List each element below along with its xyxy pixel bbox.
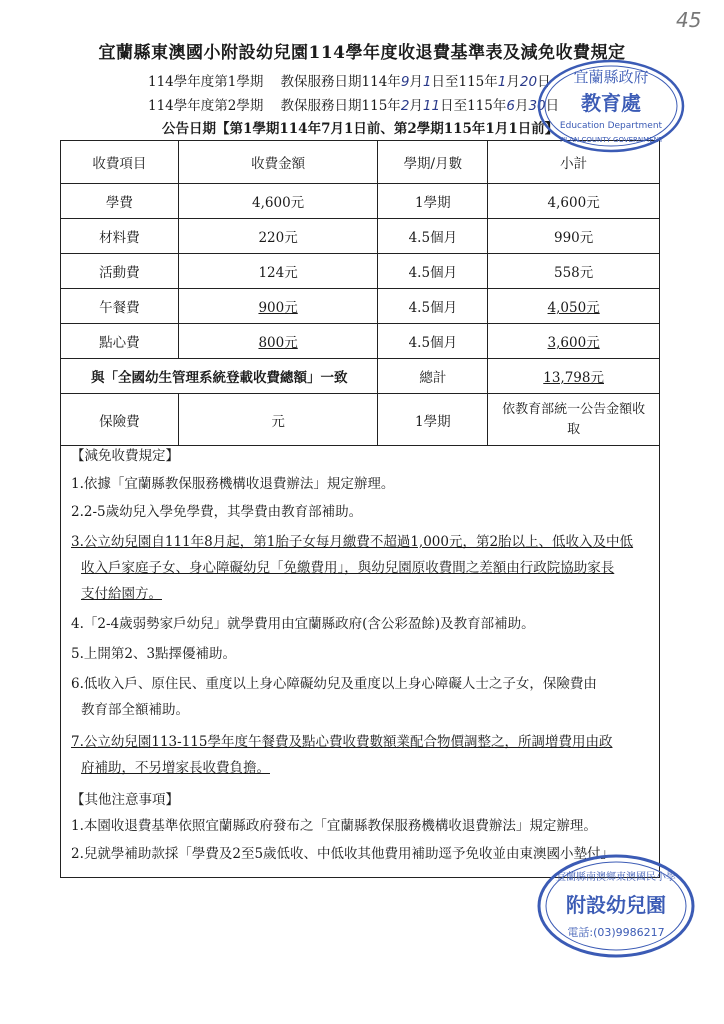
kg-seal-phone: 電話:(03)9986217: [567, 926, 665, 939]
table-row: [61, 324, 660, 359]
rule-4: 4.「2-4歲弱勢家戶幼兒」就學費用由宜蘭縣政府(含公彩盈餘)及教育部補助。: [71, 616, 535, 632]
semester-2-service: 教保服務日期115年: [280, 98, 401, 114]
page-number: 45: [676, 8, 702, 32]
semester-1-day-end: 20: [519, 74, 538, 90]
row-period: 4.5個月: [378, 289, 488, 324]
row-item: 午餐費: [61, 289, 179, 324]
header-amount: 收費金額: [178, 141, 378, 184]
semester-2-line: 114學年度第2學期 教保服務日期115年2月11日至115年6月30日: [148, 98, 560, 114]
rules-box: [60, 440, 660, 878]
semester-1-day-start: 1: [422, 74, 432, 90]
semester-2-month-start: 2: [400, 98, 410, 114]
table-row: [61, 219, 660, 254]
insurance-item: 保險費: [61, 394, 179, 446]
insurance-row: [61, 394, 660, 446]
row-amount: 4,600元: [178, 184, 378, 219]
table-row: [61, 184, 660, 219]
insurance-amount: 元: [178, 394, 378, 446]
row-subtotal: 3,600元: [488, 324, 660, 359]
row-item: 材料費: [61, 219, 179, 254]
rule-3-line1: 3.公立幼兒園自111年8月起，第1胎子女每月繳費不超過1,000元，第2胎以上、低收入及中低: [71, 534, 634, 550]
table-row: [61, 254, 660, 289]
row-amount: 800元: [178, 324, 378, 359]
semester-1-end: 日: [537, 74, 551, 90]
row-amount: 220元: [178, 219, 378, 254]
row-item: 學費: [61, 184, 179, 219]
total-value: 13,798元: [488, 359, 660, 394]
row-period: 4.5個月: [378, 324, 488, 359]
row-subtotal: 4,050元: [488, 289, 660, 324]
semester-2-day-start: 11: [422, 98, 441, 114]
row-amount: 900元: [178, 289, 378, 324]
rule-2: 2.2-5歲幼兒入學免學費，其學費由教育部補助。: [71, 504, 363, 520]
kindergarten-seal-stamp: [536, 852, 696, 960]
insurance-subtotal-line2: 取: [567, 421, 581, 437]
semester-2-label: 114學年度第2學期: [148, 98, 264, 114]
row-item: 點心費: [61, 324, 179, 359]
semester-1-mid: 日至115年: [431, 74, 498, 90]
row-item: 活動費: [61, 254, 179, 289]
insurance-subtotal: [488, 394, 660, 446]
semester-2-month-end: 6: [506, 98, 515, 114]
other-note-2: 2.兒就學補助款採「學費及2至5歲低收、中低收其他費用補助逕予免收並由東澳國小墊付」: [71, 846, 615, 862]
total-row: [61, 359, 660, 394]
rule-6-line2: 教育部全額補助。: [81, 702, 189, 718]
rule-3-line2: 收入戶家庭子女、身心障礙幼兒「免繳費用」，與幼兒園原收費間之差額由行政院協助家長: [81, 560, 615, 576]
rules-heading-reduction: 【減免收費規定】: [71, 448, 179, 464]
rule-7-line1: 7.公立幼兒園113-115學年度午餐費及點心費收費數額業配合物價調整之，所調增費用由政: [71, 734, 613, 750]
rule-5: 5.上開第2、3點擇優補助。: [71, 646, 237, 662]
rules-heading-other: 【其他注意事項】: [71, 792, 179, 808]
row-subtotal: 558元: [488, 254, 660, 289]
rule-7-line2: 府補助，不另增家長收費負擔。: [81, 760, 270, 776]
header-item: 收費項目: [61, 141, 179, 184]
seal-english-text: Education Department: [559, 121, 663, 131]
kg-seal-main-text: 附設幼兒園: [566, 893, 666, 917]
semester-1-month-end: 1: [497, 74, 507, 90]
total-note: 與「全國幼生管理系統登載收費總額」一致: [61, 359, 378, 394]
rule-3-line3: 支付給園方。: [81, 586, 162, 602]
row-subtotal: 4,600元: [488, 184, 660, 219]
other-note-1: 1.本園收退費基準依照宜蘭縣政府發布之「宜蘭縣教保服務機構收退費辦法」規定辦理。: [71, 818, 597, 834]
semester-2-day-end: 30: [528, 98, 546, 114]
semester-1-label: 114學年度第1學期: [148, 74, 264, 90]
rule-1: 1.依據「宜蘭縣教保服務機構收退費辦法」規定辦理。: [71, 476, 395, 492]
semester-1-month-start: 9: [400, 74, 410, 90]
insurance-period: 1學期: [378, 394, 488, 446]
row-period: 4.5個月: [378, 219, 488, 254]
row-subtotal: 990元: [488, 219, 660, 254]
row-period: 4.5個月: [378, 254, 488, 289]
announce-date: 公告日期【第1學期114年7月1日前、第2學期115年1月1日前】: [162, 121, 559, 137]
government-seal-stamp: [536, 58, 686, 154]
row-amount: 124元: [178, 254, 378, 289]
fee-table: [60, 140, 660, 446]
header-period: 學期/月數: [378, 141, 488, 184]
semester-2-end: 日: [545, 98, 560, 114]
document-title: 宜蘭縣東澳國小附設幼兒園114學年度收退費基準表及減免收費規定: [98, 43, 626, 63]
table-row: [61, 289, 660, 324]
semester-2-mid: 日至115年: [440, 98, 507, 114]
insurance-subtotal-line1: 依教育部統一公告金額收: [502, 401, 646, 417]
semester-1-line: 114學年度第1學期 教保服務日期114年9月1日至115年1月20日: [148, 74, 551, 90]
seal-english-text-2: YILAN COUNTY GOVERNMENT: [558, 136, 664, 144]
total-label: 總計: [378, 359, 488, 394]
kg-seal-top-text: 宜蘭縣南澳鄉東澳國民小學: [556, 872, 676, 883]
header-subtotal: 小計: [488, 141, 660, 184]
seal-top-text: 宜蘭縣政府: [573, 68, 649, 86]
row-period: 1學期: [378, 184, 488, 219]
semester-1-service: 教保服務日期114年: [280, 74, 401, 90]
rule-6-line1: 6.低收入戶、原住民、重度以上身心障礙幼兒及重度以上身心障礙人士之子女，保險費由: [71, 676, 597, 692]
seal-main-text: 教育處: [581, 91, 641, 115]
